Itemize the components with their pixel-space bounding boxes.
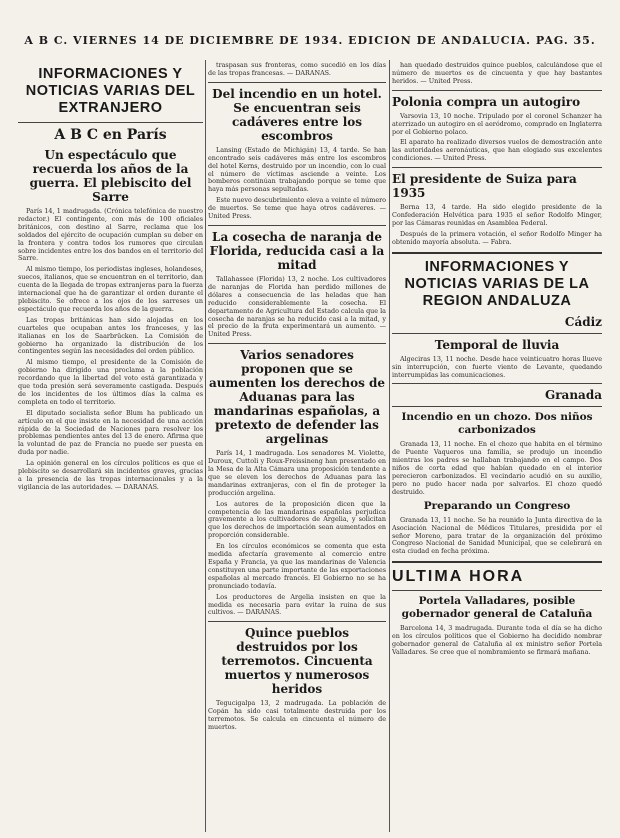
article-paragraph: Las tropas británicas han sido alojadas en los cuarteles que ocupaban antes los franceses, y las italianas en los de Saarbrücken. La Comisión de gobierno ha organizado la distribución de los contingentes según las necesidades del orden público.: [18, 315, 203, 356]
article-headline: Quince pueblos destruidos por los terremotos. Cincuenta muertos y numerosos heridos: [221, 626, 373, 697]
article-paragraph: París 14, 1 madrugada. Los senadores M. Violette, Duroux, Cuttoli y Roux-Freissineng han presentado en la Mesa de la Alta Cámara una proposición tendente a que se eleven los derechos de Aduanas para las mandarinas extranjeras, con el fin de proteger la producción argelina.: [208, 449, 386, 497]
article-paragraph: En los círculos económicos se comenta que esta medida afectaría gravemente al comercio entre España y Francia, ya que las mandarinas de Valencia constituyen una parte importante de las exportaciones españolas al mercado francés. El Gobierno no se ha pronunciado todavía.: [208, 542, 386, 590]
article-headline: Temporal de lluvia: [434, 337, 560, 352]
city-heading: Cádiz: [564, 314, 602, 329]
article-paragraph: Al mismo tiempo, el presidente de la Comisión de gobierno ha dirigido una proclama a la población recordando que la libertad del voto está garantizada y que toda presión será severamente castigada. Después de los incidentes de los últimos días la calma es completa en todo el territorio.: [18, 358, 203, 406]
article-paragraph: Varsovia 13, 10 noche. Tripulado por el coronel Schanzer ha aterrizado un autogiro en el aeródromo, comprado en Inglaterra por el Gobierno polaco.: [392, 111, 602, 136]
article-paragraph: Tallahassee (Florida) 13, 2 noche. Los cultivadores de naranjas de Florida han perdido millones de dólares a consecuencia de las heladas que han reducido considerablemente la cosecha. El departamento de Agricultura del Estado calcula que la cosecha de naranjas se ha reducido casi a la mitad, y el precio de la fruta experimentará un aumento. — United Press.: [208, 274, 386, 339]
article-paragraph: El aparato ha realizado diversos vuelos de demostración ante las autoridades aeronáuticas, que han elogiado sus excelentes condiciones. — United Press.: [392, 138, 602, 163]
article-headline: La cosecha de naranja de Florida, reducida casi a la mitad: [209, 229, 385, 272]
city-heading: Granada: [544, 388, 602, 403]
section-title-andalucia: INFORMACIONES Y NOTICIAS VARIAS DE LA REGION ANDALUZA: [404, 258, 590, 309]
article-paragraph: Al mismo tiempo, los periodistas ingleses, holandeses, suecos, italianos, que se encuentran en el territorio, dan cuenta de la llegada de tropas extranjeras para la fuerza internacional que ha de garantizar el orden durante el plebiscito. Se ofrece a los ojos de los sarreses un espectáculo que recuerda los años de la guerra.: [18, 265, 203, 313]
article-paragraph: La opinión general en los círculos políticos es que el plebiscito se desarrollará sin incidentes graves, gracias a la presencia de las tropas internacionales y a la vigilancia de las autoridades. — DARANAS.: [18, 459, 203, 491]
article-headline: Portela Valladares, posible gobernador general de Cataluña: [401, 595, 593, 621]
article-paragraph: han quedado destruidos quince pueblos, calculándose que el número de muertos es de cincuenta y que hay bastantes heridos. — United Press.: [392, 62, 602, 85]
article-paragraph: Berna 13, 4 tarde. Ha sido elegido presidente de la Confederación Helvética para 1935 el señor Rodolfo Minger, por las Cámaras reunidas en Asamblea Federal.: [392, 203, 602, 227]
article-paragraph: París 14, 1 madrugada. (Crónica telefónica de nuestro redactor.) El contingente, con más de 100 oficiales británicos, con destino al Sarre, reclama que los soldados del ejército de ocupación cumplan su deber en la frontera y contra todos los rumores que circulan sobre incidentes entre los dos bandos en el territorio del Sarre.: [18, 207, 203, 263]
article-paragraph: Los productores de Argelia insisten en que la medida es necesaria para evitar la ruina de sus cultivos. — DARANAS.: [208, 592, 386, 617]
page-header: A B C. VIERNES 14 DE DICIEMBRE DE 1934. EDICION DE ANDALUCIA. PAG. 35.: [24, 34, 596, 47]
article-headline: Un espectáculo que recuerda los años de la guerra. El plebiscito del Sarre: [29, 148, 192, 204]
column-2: [208, 62, 386, 832]
section-title-extranjero: INFORMACIONES Y NOTICIAS VARIAS DEL EXTRANJERO: [25, 66, 196, 116]
column-3: [392, 62, 602, 832]
last-hour-title: ULTIMA HORA: [392, 568, 525, 586]
article-paragraph: Granada 13, 11 noche. En el chozo que habita en el término de Puente Vaqueros una familia, se produjo un incendio mientras los padres se hallaban trabajando en el campo. Dos niños de corta edad que habían quedado en el interior perecieron carbonizados. El vecindario acudió en su auxilio, pero no pudo hacer nada por salvarlos. El chozo quedó destruido.: [392, 440, 602, 496]
column-rule: [205, 60, 206, 832]
article-paragraph: traspasan sus fronteras, como sucedió en los días de las tropas francesas. — DARANAS.: [208, 62, 386, 77]
article-headline: Polonia compra un autogiro: [392, 94, 581, 109]
article-paragraph: Los autores de la proposición dicen que la competencia de las mandarinas españolas perjudica gravemente a los cultivadores de Argelia, y solicitan que los derechos de importación sean aumentados en proporción considerable.: [208, 499, 386, 540]
subsection-title: A B C en París: [54, 127, 167, 143]
article-paragraph: Tegucigalpa 13, 2 madrugada. La población de Copán ha sido casi totalmente destruida por los terremotos. Se calcula en cincuenta el número de muertos.: [208, 699, 386, 732]
article-paragraph: Algeciras 13, 11 noche. Desde hace veinticuatro horas llueve sin interrupción, con fuerte viento de Levante, quedando interrumpidas las comunicaciones.: [392, 354, 602, 379]
article-headline: El presidente de Suiza para 1935: [392, 172, 577, 201]
article-paragraph: Barcelona 14, 3 madrugada. Durante toda el día se ha dicho en los círculos políticos que el Gobierno ha decidido nombrar gobernador general de Cataluña al ex ministro señor Portela Valladares. Se cree que el nombramiento se firmará mañana.: [392, 624, 602, 656]
article-headline: Varios senadores proponen que se aumenten los derechos de Aduanas para las mandarinas españolas, a pretexto de defender las argelinas: [208, 348, 386, 447]
article-headline: Preparando un Congreso: [423, 499, 571, 512]
column-rule: [389, 60, 390, 832]
article-paragraph: Después de la primera votación, el señor Rodolfo Minger ha obtenido mayoría absoluta. — Fabra.: [392, 229, 602, 246]
article-paragraph: El diputado socialista señor Blum ha publicado un artículo en el que insiste en la necesidad de una acción rápida de la Sociedad de Naciones para resolver los problemas pendientes antes del 13 de enero. Afirma que la voluntad de paz de Francia no puede ser puesta en duda por nadie.: [18, 408, 203, 457]
article-paragraph: Lansing (Estado de Michigán) 13, 4 tarde. Se han encontrado seis cadáveres más entre los escombros del hotel Kerns, destruido por un incendio, con lo cual el número de víctimas asciende a veinte. Los bomberos continúan trabajando porque se teme que haya más personas sepultadas.: [208, 145, 386, 194]
column-1: [18, 62, 203, 832]
article-paragraph: Este nuevo descubrimiento eleva a veinte el número de muertos. Se teme que haya otros cadáveres. — United Press.: [208, 196, 386, 221]
article-headline: Incendio en un chozo. Dos niños carbonizados: [401, 411, 593, 437]
article-headline: Del incendio en un hotel. Se encuentran seis cadáveres entre los escombros: [212, 86, 382, 143]
article-paragraph: Granada 13, 11 noche. Se ha reunido la Junta directiva de la Asociación Nacional de Médicos Titulares, presidida por el señor Moreno, para tratar de la organización del próximo Congreso Nacional de Sanidad Municipal, que se celebrará en esta ciudad en fecha próxima.: [392, 515, 602, 556]
